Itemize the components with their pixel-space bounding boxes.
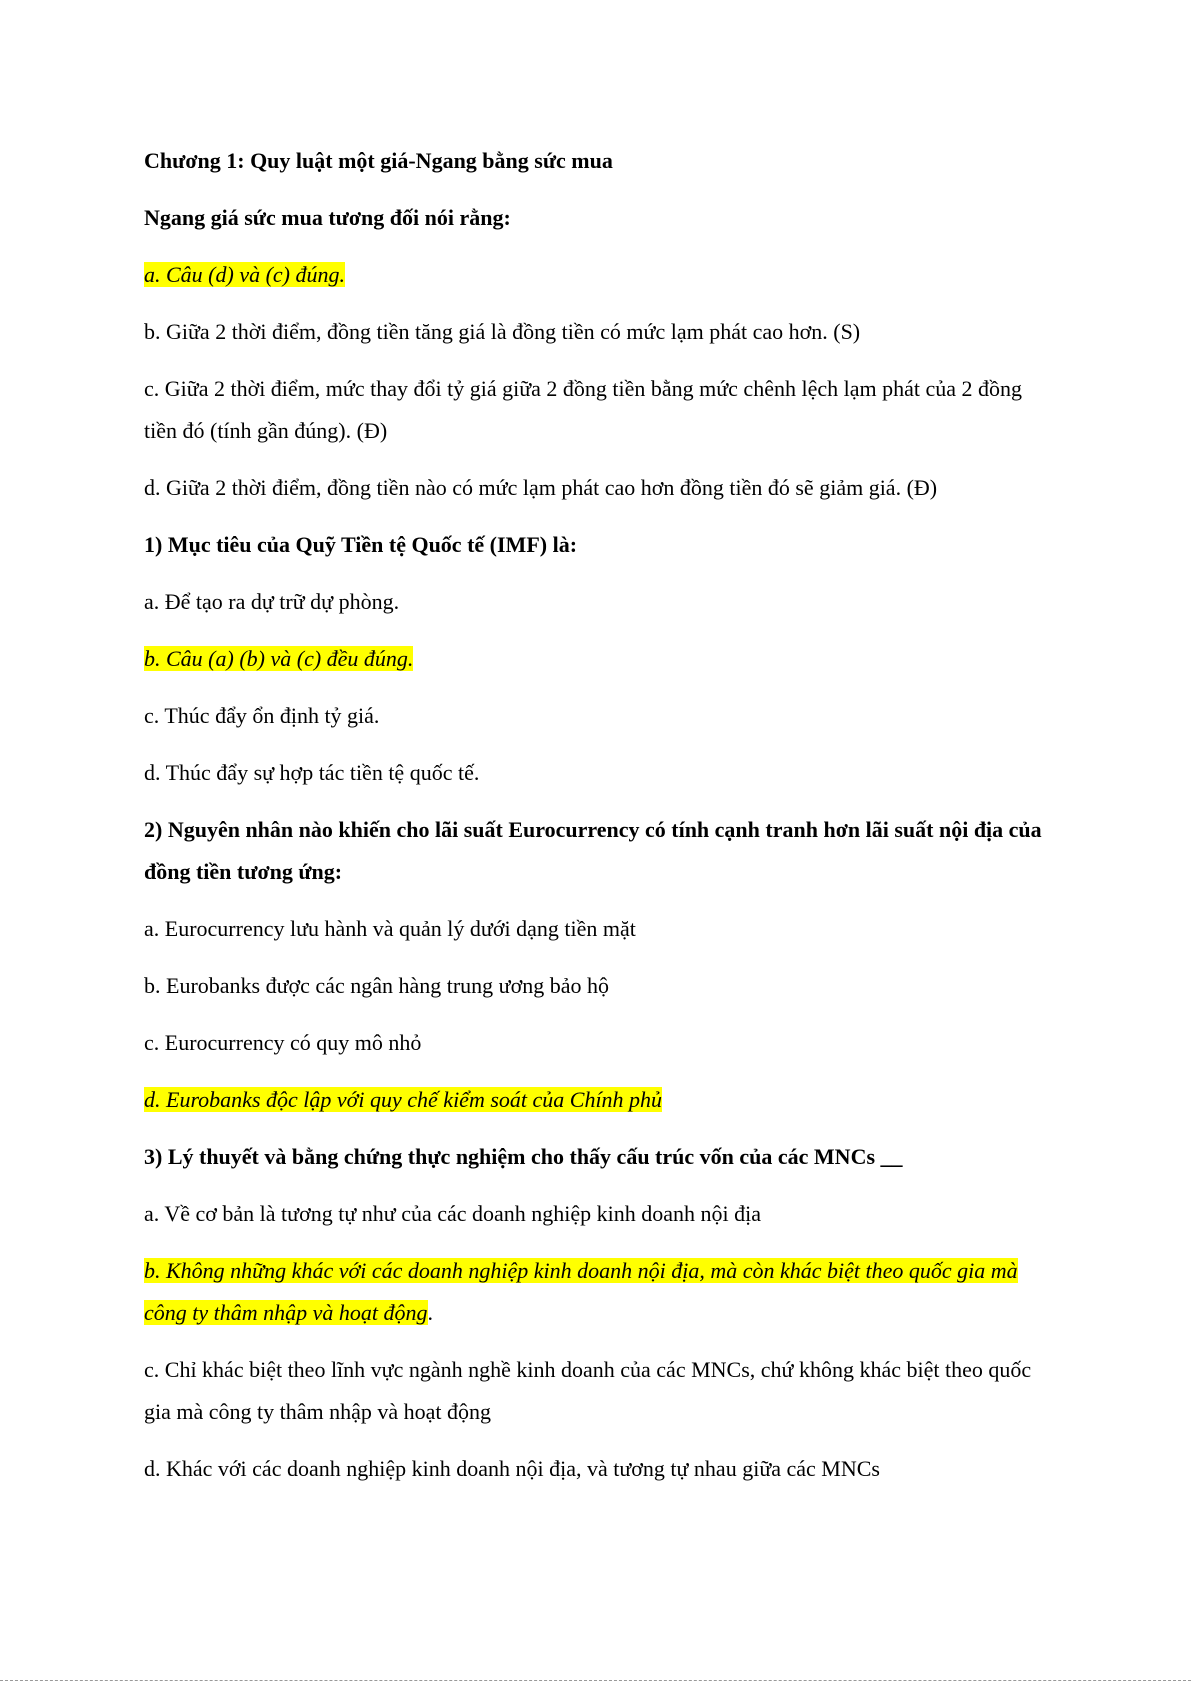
answer-2-a: a. Eurocurrency lưu hành và quản lý dưới dạng tiền mặt: [144, 916, 636, 941]
document-body: [144, 140, 1054, 1505]
footer-divider: [0, 1680, 1191, 1681]
answer-1-c: c. Thúc đẩy ổn định tỷ giá.: [144, 703, 380, 728]
answer-2-b: b. Eurobanks được các ngân hàng trung ương bảo hộ: [144, 973, 609, 998]
answer-3-a: a. Về cơ bản là tương tự như của các doanh nghiệp kinh doanh nội địa: [144, 1201, 762, 1226]
question-2: 2) Nguyên nhân nào khiến cho lãi suất Eurocurrency có tính cạnh tranh hơn lãi suất nội địa của đồng tiền tương ứng:: [144, 817, 1042, 884]
answer-1-d: d. Thúc đẩy sự hợp tác tiền tệ quốc tế.: [144, 760, 480, 785]
answer-2-c: c. Eurocurrency có quy mô nhỏ: [144, 1030, 422, 1055]
highlighted-answer: a. Câu (d) và (c) đúng.: [144, 262, 346, 287]
chapter-title: Chương 1: Quy luật một giá-Ngang bằng sức mua: [144, 148, 613, 173]
question-ppp: Ngang giá sức mua tương đối nói rằng:: [144, 205, 511, 230]
highlighted-answer: b. Câu (a) (b) và (c) đều đúng.: [144, 646, 414, 671]
answer-3-b: [144, 1250, 1054, 1334]
answer-ppp-a: [144, 254, 1054, 296]
answer-1-b: [144, 638, 1054, 680]
highlighted-answer: b. Không những khác với các doanh nghiệp kinh doanh nội địa, mà còn khác biệt theo quốc gia mà công ty thâm nhập và hoạt động: [144, 1258, 1018, 1325]
answer-2-d: [144, 1079, 1054, 1121]
answer-3-d: d. Khác với các doanh nghiệp kinh doanh nội địa, và tương tự nhau giữa các MNCs: [144, 1456, 880, 1481]
answer-3-c: c. Chỉ khác biệt theo lĩnh vực ngành nghề kinh doanh của các MNCs, chứ không khác biệt theo quốc gia mà công ty thâm nhập và hoạt động: [144, 1357, 1032, 1424]
highlighted-answer: d. Eurobanks độc lập với quy chế kiểm soát của Chính phủ: [144, 1087, 663, 1112]
question-3: 3) Lý thuyết và bằng chứng thực nghiệm cho thấy cấu trúc vốn của các MNCs __: [144, 1144, 903, 1169]
answer-3-b-period: .: [427, 1300, 434, 1325]
answer-ppp-c: c. Giữa 2 thời điểm, mức thay đổi tỷ giá giữa 2 đồng tiền bằng mức chênh lệch lạm phát của 2 đồng tiền đó (tính gần đúng). (Đ): [144, 376, 1023, 443]
question-1: 1) Mục tiêu của Quỹ Tiền tệ Quốc tế (IMF) là:: [144, 532, 578, 557]
answer-1-a: a. Để tạo ra dự trữ dự phòng.: [144, 589, 400, 614]
answer-ppp-b: b. Giữa 2 thời điểm, đồng tiền tăng giá là đồng tiền có mức lạm phát cao hơn. (S): [144, 319, 861, 344]
answer-ppp-d: d. Giữa 2 thời điểm, đồng tiền nào có mức lạm phát cao hơn đồng tiền đó sẽ giảm giá. (Đ): [144, 475, 938, 500]
